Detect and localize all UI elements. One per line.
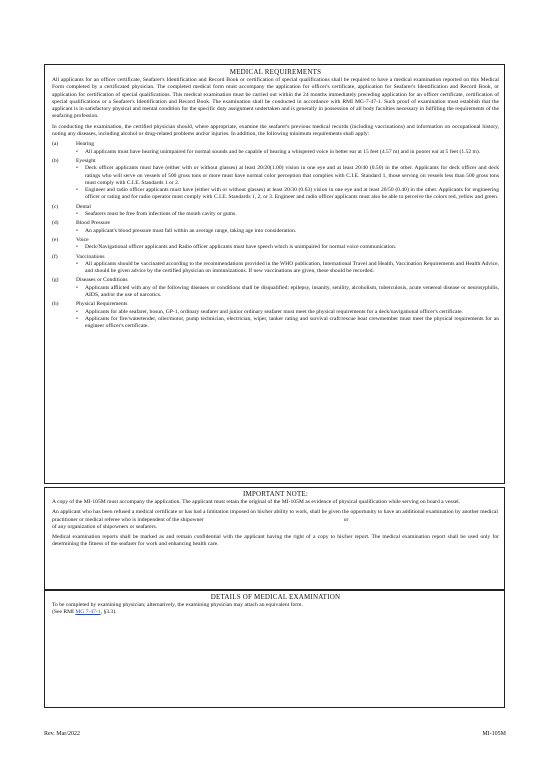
section-label: (c) — [52, 203, 59, 210]
section-label: (e) — [52, 236, 59, 243]
requirement-bullet: • An applicant's blood pressure must fall within an average range, taking age into consideration. — [76, 227, 297, 234]
important-note-box — [44, 487, 505, 590]
requirement-bullet: • Seafarers must be free from infections of the mouth cavity or gums. — [76, 211, 237, 218]
revision-date: Rev. Mar/2022 — [44, 731, 80, 737]
requirement-bullet: • Deck officer applicants must have (either with or without glasses) at least 20/20(1.00) vision in one eye and at least 20/40 (0.50) in the other. Applicants for deck officer and deck ratings who will serve on vessels of 500 gross tons or more must have normal color perception that complies with C.I.E. Standard 1, those serving on vessels less than 500 gross tons must comply with C.I.E. Standards 1 or 2. — [76, 165, 499, 186]
section-hearing — [52, 141, 499, 156]
section-dental — [52, 204, 499, 219]
form-number: MI-105M — [482, 731, 506, 737]
requirement-bullet: • Applicants afflicted with any of the following diseases or conditions shall be disqualified: epilepsy, insanity, senility, alcoholism, tuberculosis, acute venereal disease or neurosyphilis, AIDS, and/or the use of narcotics. — [76, 284, 499, 299]
section-label: (f) — [52, 253, 58, 260]
section-label: (a) — [52, 141, 59, 148]
section-heading: Diseases or Conditions — [76, 277, 128, 284]
section-label: (g) — [52, 277, 59, 284]
section-blood-pressure — [52, 220, 499, 235]
section-heading: Hearing — [76, 141, 95, 148]
confidential-paragraph: Medical examination reports shall be marked as and remain confidential with the applicant having the right of a copy to his/her report. The medical examination report shall be used only for determining the fitness of the seafarer for work and enhancing health care. — [52, 534, 499, 548]
medical-requirements-title: MEDICAL REQUIREMENTS — [229, 68, 322, 76]
details-instruction: To be completed by examining physician; alternatively, the examining physician may attach an equivalent form. — [52, 602, 303, 608]
copy-paragraph: A copy of the MI-105M must accompany the application. The applicant must retain the original of the MI-105M as evidence of physical qualification while serving on board a vessel. — [52, 499, 461, 505]
section-heading: Voice — [76, 236, 89, 243]
section-voice — [52, 237, 499, 252]
section-heading: Physical Requirements — [76, 301, 128, 308]
requirement-bullet: • Applicants for fire/watertender, oiler/motor, pump technician, electrician, wiper, tanker rating and survival craft/rescue boat crewmember must meet the physical requirements for an engineer officer's certificate. — [76, 315, 499, 330]
section-label: (d) — [52, 220, 59, 227]
details-reference: (See RMI MG 7-47-1, §3.3). — [52, 609, 117, 616]
section-label: (b) — [52, 157, 59, 164]
intro-paragraph: All applicants for an officer certificate, Seafarer's Identification and Record Book or certification of special qualifications shall be required to have a medical examination reported on this Medical Form completed by a certificated physician. The completed medical form must accompany the application for officer's certificate, application for Seafarer's Identification and Record Book, or application for certification of special qualifications. This medical examination must be carried out within the 24 months immediately preceding application for an officer certificate, certification of special qualifications or a Seafarer's Identification and Record Book. The examination shall be conducted in accordance with RMI MG-7-47-1. Such proof of examination must establish that the applicant is in satisfactory physical and mental condition for the specific duty assignment undertaken and is generally in possession of all body faculties necessary in fulfilling the requirements of the seafaring profession. — [52, 77, 499, 120]
section-vaccinations — [52, 254, 499, 276]
requirement-bullet: • All applicants must have hearing unimpaired for normal sounds and be capable of hearing a whispered voice in better ear at 15 feet (4.57 m) and in poorer ear at 5 feet (1.52 m). — [76, 148, 481, 155]
section-label: (h) — [52, 301, 59, 308]
section-heading: Vaccinations — [76, 253, 105, 260]
requirement-bullet: • Engineer and radio officer applicants must have (either with or without glasses) at least 20/30 (0.63) vision in one eye and at least 20/50 (0.40) in the other. Applicants for engineering officer or rating and for radio operator must comply with C.I.E. Standards 1, 2, or 3. Engineer and radio officer applicants must also be able to perceive the colors red, yellow and green. — [76, 187, 499, 201]
mg-7-47-1-link[interactable]: MG 7-47-1 — [75, 609, 101, 616]
section-heading: Blood Pressure — [76, 220, 111, 227]
examination-details-title: DETAILS OF MEDICAL EXAMINATION — [210, 593, 341, 601]
refusal-paragraph: An applicant who has been refused a medical certificate or has had a limitation imposed on his/her ability to work, shall be given the opportunity to have an additional examination by another medical practitioner or medical referee who is independent of the shipowner or of any organization of shipowners or seafarers. — [52, 509, 498, 530]
examination-details-box — [44, 590, 505, 708]
important-note-title: IMPORTANT NOTE: — [242, 490, 309, 498]
section-heading: Dental — [76, 203, 91, 210]
section-physical — [52, 301, 499, 330]
requirement-bullet: • Applicants for able seafarer, bosun, GP-1, ordinary seafarer and junior ordinary seafarer must meet the physical requirements for a deck/navigational officer's certificate. — [76, 308, 463, 315]
section-diseases — [52, 277, 499, 299]
section-heading: Eyesight — [76, 157, 96, 164]
section-eyesight — [52, 158, 499, 202]
medical-requirements-box — [44, 64, 505, 484]
conduct-paragraph: In conducting the examination, the certified physician should, where appropriate, examine the seafarer's previous medical records (including vaccinations) and information on occupational history, noting any diseases, including alcohol or drug-related problems and/or injuries. In addition, the following minimum requirements shall apply: — [52, 123, 499, 138]
requirement-bullet: • All applicants should be vaccinated according to the recommendations provided in the WHO publication, International Travel and Health, Vaccination Requirements and Health Advice, and should be given advice by the certified physician on immunizations. If new vaccinations are given, these should be recorded. — [76, 260, 499, 275]
requirement-bullet: • Deck/Navigational officer applicants and Radio officer applicants must have speech which is unimpaired for normal voice communication. — [76, 244, 397, 251]
